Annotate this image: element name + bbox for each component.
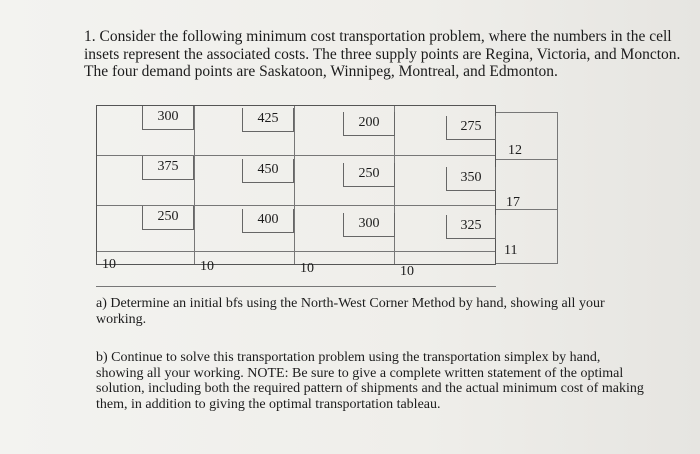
supply-value: 17 (506, 195, 520, 210)
cost-inset: 425 (242, 108, 294, 132)
problem-statement (84, 28, 694, 81)
cost-inset: 300 (142, 106, 194, 130)
demand-value: 10 (102, 257, 116, 272)
part-b-line-2: showing all your working. NOTE: Be sure to give a complete written statement of the optimal (96, 365, 624, 381)
cost-inset: 250 (142, 206, 194, 230)
cost-inset: 200 (343, 112, 395, 136)
part-a-line-1: a) Determine an initial bfs using the North-West Corner Method by hand, showing all your (96, 296, 605, 311)
cost-inset: 300 (343, 213, 395, 237)
column-divider (194, 106, 195, 264)
part-a-line-2: working. (96, 311, 147, 327)
part-b (96, 350, 666, 412)
cost-inset: 250 (343, 163, 395, 187)
part-b-line-1: b) Continue to solve this transportation problem using the transportation simplex by hand, (96, 350, 601, 365)
cost-inset: 325 (446, 215, 496, 239)
supply-value: 12 (508, 143, 522, 158)
part-b-line-4: them, in addition to giving the optimal transportation tableau. (96, 396, 441, 412)
column-divider (294, 106, 295, 264)
cost-inset: 400 (242, 209, 294, 233)
problem-line-1: 1. Consider the following minimum cost transportation problem, where the numbers in the cell (84, 28, 672, 45)
demand-row (96, 257, 496, 287)
row-divider (97, 251, 495, 252)
problem-line-2: insets represent the associated costs. The three supply points are Regina, Victoria, and Moncton. (84, 45, 681, 63)
supply-column (496, 112, 558, 264)
demand-value: 10 (300, 261, 314, 276)
cost-inset: 275 (446, 116, 496, 140)
cost-inset: 375 (142, 156, 194, 180)
demand-value: 10 (400, 264, 414, 279)
problem-line-3: The four demand points are Saskatoon, Winnipeg, Montreal, and Edmonton. (84, 63, 558, 80)
demand-value: 10 (200, 259, 214, 274)
part-b-line-3: solution, including both the required pattern of shipments and the actual minimum cost of making (96, 381, 644, 396)
supply-value: 11 (504, 243, 518, 258)
cost-inset: 350 (446, 167, 496, 191)
part-a (96, 296, 666, 327)
transportation-tableau (96, 105, 496, 265)
cost-inset: 450 (242, 159, 294, 183)
row-divider (496, 159, 557, 160)
